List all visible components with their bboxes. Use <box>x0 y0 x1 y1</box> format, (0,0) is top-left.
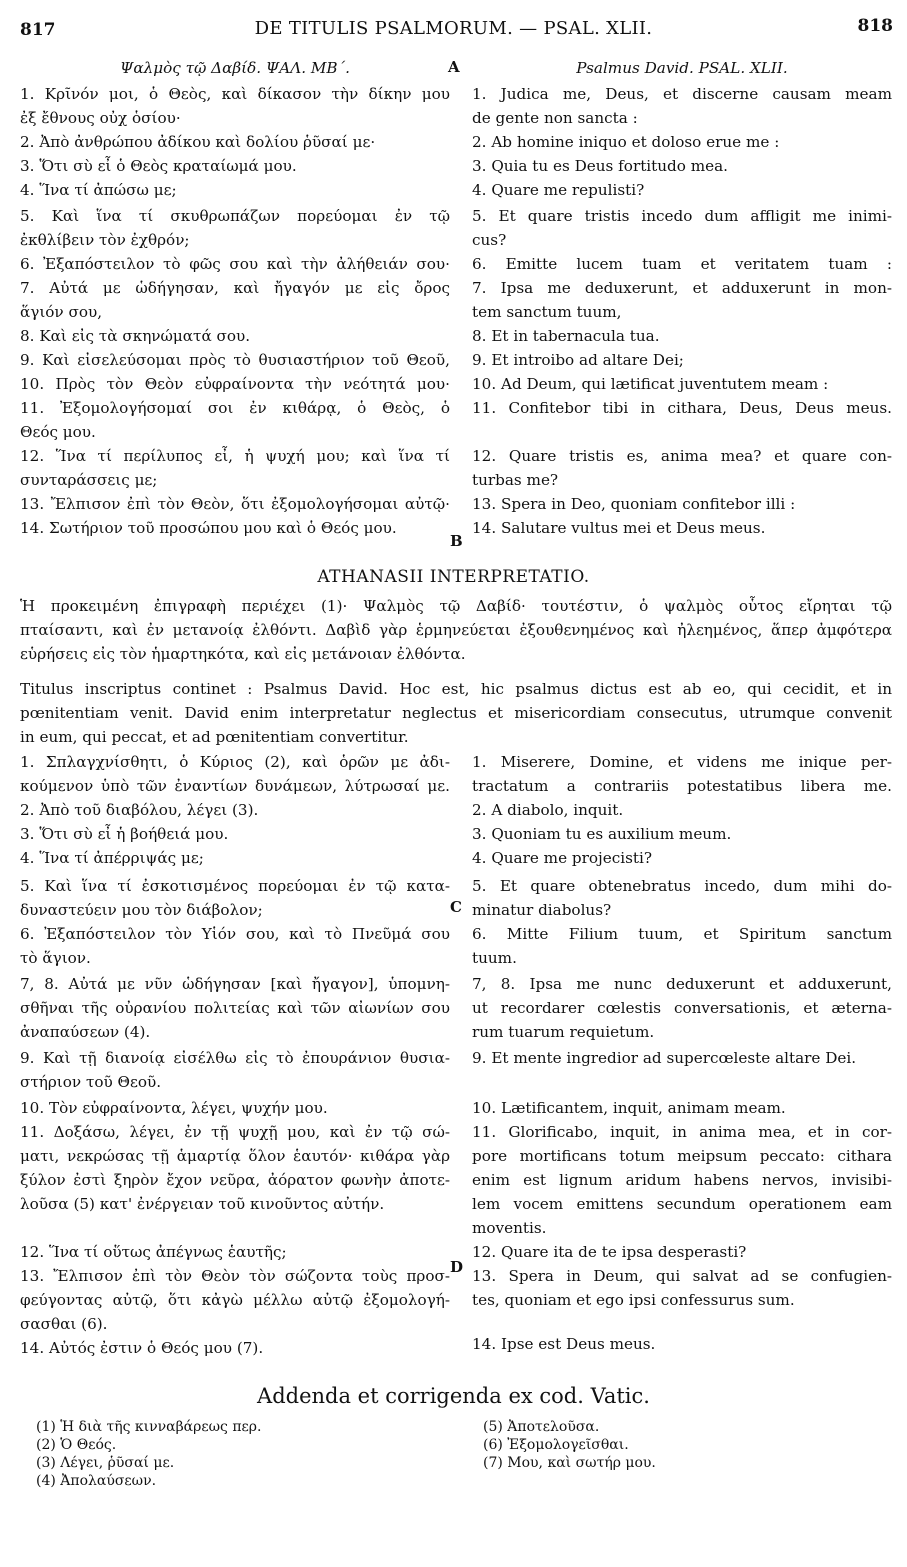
commentary-greek-line: 5. Καὶ ἵνα τί ἐσκοτισμένος πορεύομαι ἐν τῷ κατα- <box>20 877 450 895</box>
commentary-greek-line: κούμενον ὑπὸ τῶν ἐναντίων δυνάμεων, λύτρωσαί με. <box>20 777 450 795</box>
psalm-latin-line: tem sanctum tuum, <box>472 303 622 321</box>
psalm-latin-line: 1. Judica me, Deus, et discerne causam meam <box>472 85 892 103</box>
commentary-greek-line: στήριον τοῦ Θεοῦ. <box>20 1073 162 1091</box>
psalm-latin-line: 5. Et quare tristis incedo dum affligit me inimi- <box>472 207 892 225</box>
commentary-latin-line: tes, quoniam et ego ipsi confessurus sum. <box>472 1291 795 1309</box>
psalm-greek-line: 7. Αὐτά με ὡδήγησαν, καὶ ἤγαγόν με εἰς ὄρος <box>20 279 450 297</box>
commentary-latin-line: rum tuarum requietum. <box>472 1023 655 1041</box>
commentary-greek-line: 6. Ἐξαπόστειλον τὸν Υἱόν σου, καὶ τὸ Πνεῦμά σου <box>20 925 450 943</box>
psalm-greek-line: 11. Ἐξομολογήσομαί σοι ἐν κιθάρᾳ, ὁ Θεὸς, ὁ <box>20 399 450 417</box>
commentary-greek-line: 9. Καὶ τῇ διανοίᾳ εἰσέλθω εἰς τὸ ἐπουράνιον θυσια- <box>20 1049 450 1067</box>
psalm-greek-title: Ψαλμὸς τῷ Δαβίδ. ΨΑΛ. ΜΒ΄. <box>120 59 350 77</box>
psalm-greek-line: Θεός μου. <box>20 423 96 441</box>
commentary-greek-line: 12. Ἵνα τί οὕτως ἀπέγνως ἑαυτῆς; <box>20 1243 287 1261</box>
psalm-greek-line: 14. Σωτήριον τοῦ προσώπου μου καὶ ὁ Θεός μου. <box>20 519 397 537</box>
commentary-greek-line: σθῆναι τῆς οὐρανίου πολιτείας καὶ τῶν αἰωνίων σου <box>20 999 450 1017</box>
page-number-right: 818 <box>857 16 893 36</box>
addenda-note: (2) Ὁ Θεός. <box>36 1437 117 1453</box>
commentary-latin-line: moventis. <box>472 1219 547 1237</box>
addenda-note: (7) Μου, καὶ σωτήρ μου. <box>483 1455 656 1471</box>
intro-latin-line: pœnitentiam venit. David enim interpretatur neglectus et misericordiam consecutus, utrumque convenit <box>20 704 892 722</box>
psalm-latin-line: cus? <box>472 231 507 249</box>
psalm-latin-line: 6. Emitte lucem tuam et veritatem tuam : <box>472 255 892 273</box>
running-title: DE TITULIS PSALMORUM. — PSAL. XLII. <box>254 18 653 39</box>
psalm-latin-line: 3. Quia tu es Deus fortitudo mea. <box>472 157 729 175</box>
psalm-latin-line: 13. Spera in Deo, quoniam confitebor illi : <box>472 495 796 513</box>
commentary-greek-line: ξύλον ἐστὶ ξηρὸν ἔχον νεῦρα, ἀόρατον φωνὴν ἀποτε- <box>20 1171 450 1189</box>
psalm-latin-line: 10. Ad Deum, qui lætificat juventutem meam : <box>472 375 829 393</box>
intro-greek-line: πταίσαντι, καὶ ἐν μετανοίᾳ ἐλθόντι. Δαβὶδ γὰρ ἑρμηνεύεται ἐξουθενημένος καὶ ἠλεημένος, ἅπερ ἀμφότερα <box>20 621 892 639</box>
psalm-greek-line: 2. Ἀπὸ ἀνθρώπου ἀδίκου καὶ δολίου ῥῦσαί με· <box>20 133 376 151</box>
commentary-latin-line: 1. Miserere, Domine, et videns me inique per- <box>472 753 892 771</box>
commentary-latin-line: tractatum a contrariis potestatibus libera me. <box>472 777 892 795</box>
commentary-latin-line: 13. Spera in Deum, qui salvat ad se confugien- <box>472 1267 892 1285</box>
commentary-latin-line: lem vocem emittens secundum operationem eam <box>472 1195 892 1213</box>
commentary-greek-line: 10. Τὸν εὐφραίνοντα, λέγει, ψυχήν μου. <box>20 1099 328 1117</box>
commentary-latin-line: 12. Quare ita de te ipsa desperasti? <box>472 1243 747 1261</box>
page-number-left: 817 <box>20 20 56 40</box>
commentary-greek-line: 4. Ἵνα τί ἀπέρριψάς με; <box>20 849 204 867</box>
commentary-latin-line: ut recordarer cœlestis conversationis, et æterna- <box>472 999 892 1017</box>
commentary-latin-line: 5. Et quare obtenebratus incedo, dum mihi do- <box>472 877 892 895</box>
commentary-greek-line: τὸ ἅγιον. <box>20 949 91 967</box>
psalm-greek-line: συνταράσσεις με; <box>20 471 158 489</box>
addenda-note: (3) Λέγει, ῥῦσαί με. <box>36 1455 175 1471</box>
commentary-latin-line: 11. Glorificabo, inquit, in anima mea, et in cor- <box>472 1123 892 1141</box>
commentary-greek-line: λοῦσα (5) κατ' ἐνέργειαν τοῦ κινοῦντος αὐτήν. <box>20 1195 385 1213</box>
psalm-latin-line: 7. Ipsa me deduxerunt, et adduxerunt in mon- <box>472 279 892 297</box>
page-header <box>0 14 907 44</box>
addenda-title: Addenda et corrigenda ex cod. Vatic. <box>257 1384 650 1408</box>
psalm-greek-line: ἐξ ἔθνους οὐχ ὁσίου· <box>20 109 181 127</box>
commentary-latin-line: minatur diabolus? <box>472 901 612 919</box>
psalm-greek-line: 6. Ἐξαπόστειλον τὸ φῶς σου καὶ τὴν ἀλήθειάν σου· <box>20 255 450 273</box>
commentary-latin-line: 7, 8. Ipsa me nunc deduxerunt et adduxerunt, <box>472 975 892 993</box>
commentary-greek-line: 11. Δοξάσω, λέγει, ἐν τῇ ψυχῇ μου, καὶ ἐν τῷ σώ- <box>20 1123 450 1141</box>
commentary-greek-line: 3. Ὅτι σὺ εἶ ἡ βοήθειά μου. <box>20 825 229 843</box>
psalm-greek-line: ἅγιόν σου, <box>20 303 103 321</box>
psalm-latin-line: 4. Quare me repulisti? <box>472 181 645 199</box>
psalm-latin-line: 2. Ab homine iniquo et doloso erue me : <box>472 133 780 151</box>
commentary-latin-line: 2. A diabolo, inquit. <box>472 801 624 819</box>
psalm-latin-line: 8. Et in tabernacula tua. <box>472 327 660 345</box>
psalm-latin-line: 11. Confitebor tibi in cithara, Deus, Deus meus. <box>472 399 892 417</box>
commentary-greek-line: 1. Σπλαγχνίσθητι, ὁ Κύριος (2), καὶ ὁρῶν με ἀδι- <box>20 753 450 771</box>
addenda-note: (4) Ἀπολαύσεων. <box>36 1473 157 1489</box>
psalm-latin-line: 12. Quare tristis es, anima mea? et quare con- <box>472 447 892 465</box>
commentary-latin-line: 3. Quoniam tu es auxilium meum. <box>472 825 732 843</box>
psalm-greek-line: 5. Καὶ ἵνα τί σκυθρωπάζων πορεύομαι ἐν τῷ <box>20 207 450 225</box>
intro-latin-line: in eum, qui peccat, et ad pœnitentiam convertitur. <box>20 728 409 746</box>
commentary-greek-line: ματι, νεκρώσας τῇ ἁμαρτίᾳ ὅλον ἑαυτόν· κιθάρα γὰρ <box>20 1147 450 1165</box>
psalm-greek-line: 9. Καὶ εἰσελεύσομαι πρὸς τὸ θυσιαστήριον τοῦ Θεοῦ, <box>20 351 450 369</box>
commentary-greek-line: 14. Αὐτός ἐστιν ὁ Θεός μου (7). <box>20 1339 264 1357</box>
commentary-latin-line: 4. Quare me projecisti? <box>472 849 652 867</box>
addenda-note: (1) Ἡ διὰ τῆς κινναβάρεως περ. <box>36 1419 262 1435</box>
commentary-greek-line: ἀναπαύσεων (4). <box>20 1023 151 1041</box>
intro-greek-line: Ἡ προκειμένη ἐπιγραφὴ περιέχει (1)· Ψαλμὸς τῷ Δαβίδ· τουτέστιν, ὁ ψαλμὸς οὗτος εἴρηται τῷ <box>20 597 892 615</box>
margin-marker-c: C <box>450 898 462 916</box>
commentary-latin-line: enim est lignum aridum habens nervos, invisibi- <box>472 1171 892 1189</box>
commentary-greek-line: σασθαι (6). <box>20 1315 108 1333</box>
commentary-latin-line: 6. Mitte Filium tuum, et Spiritum sanctum <box>472 925 892 943</box>
section-title: ATHANASII INTERPRETATIO. <box>317 567 590 587</box>
psalm-greek-line: 8. Καὶ εἰς τὰ σκηνώματά σου. <box>20 327 251 345</box>
psalm-greek-line: 10. Πρὸς τὸν Θεὸν εὐφραίνοντα τὴν νεότητά μου· <box>20 375 450 393</box>
commentary-greek-line: φεύγοντας αὐτῷ, ὅτι κἀγὼ μέλλω αὐτῷ ἐξομολογή- <box>20 1291 450 1309</box>
psalm-latin-line: turbas me? <box>472 471 559 489</box>
commentary-latin-line: pore mortificans totum meipsum peccato: cithara <box>472 1147 892 1165</box>
intro-greek-line: εὑρήσεις εἰς τὸν ἡμαρτηκότα, καὶ εἰς μετάνοιαν ἐλθόντα. <box>20 645 466 663</box>
commentary-latin-line: 14. Ipse est Deus meus. <box>472 1335 656 1353</box>
margin-marker-d: D <box>450 1258 464 1276</box>
commentary-latin-line: tuum. <box>472 949 517 967</box>
addenda-note: (5) Ἀποτελοῦσα. <box>483 1419 600 1435</box>
psalm-greek-line: 4. Ἵνα τί ἀπώσω με; <box>20 181 177 199</box>
commentary-greek-line: 2. Ἀπὸ τοῦ διαβόλου, λέγει (3). <box>20 801 259 819</box>
psalm-greek-line: 12. Ἵνα τί περίλυπος εἶ, ἡ ψυχή μου; καὶ ἵνα τί <box>20 447 450 465</box>
commentary-greek-line: δυναστεύειν μου τὸν διάβολον; <box>20 901 263 919</box>
commentary-latin-line: 9. Et mente ingredior ad supercœleste altare Dei. <box>472 1049 857 1067</box>
psalm-latin-line: 9. Et introibo ad altare Dei; <box>472 351 684 369</box>
intro-latin-line: Titulus inscriptus continet : Psalmus David. Hoc est, hic psalmus dictus est ab eo, qui cecidit, et in <box>20 680 892 698</box>
psalm-greek-line: 13. Ἔλπισον ἐπὶ τὸν Θεὸν, ὅτι ἐξομολογήσομαι αὐτῷ· <box>20 495 450 513</box>
psalm-greek-line: 1. Κρῖνόν μοι, ὁ Θεὸς, καὶ δίκασον τὴν δίκην μου <box>20 85 450 103</box>
psalm-greek-line: 3. Ὅτι σὺ εἶ ὁ Θεὸς κραταίωμά μου. <box>20 157 297 175</box>
psalm-latin-line: de gente non sancta : <box>472 109 638 127</box>
commentary-greek-line: 13. Ἔλπισον ἐπὶ τὸν Θεὸν τὸν σώζοντα τοὺς προσ- <box>20 1267 450 1285</box>
commentary-greek-line: 7, 8. Αὐτά με νῦν ὡδήγησαν [καὶ ἤγαγον], ὑπομνη- <box>20 975 450 993</box>
commentary-latin-line: 10. Lætificantem, inquit, animam meam. <box>472 1099 786 1117</box>
addenda-note: (6) Ἐξομολογεῖσθαι. <box>483 1437 629 1453</box>
margin-marker-a: A <box>448 58 460 76</box>
psalm-latin-title: Psalmus David. PSAL. XLII. <box>576 59 788 77</box>
psalm-latin-line: 14. Salutare vultus mei et Deus meus. <box>472 519 766 537</box>
psalm-greek-line: ἐκθλίβειν τὸν ἐχθρόν; <box>20 231 190 249</box>
margin-marker-b: B <box>450 532 463 550</box>
